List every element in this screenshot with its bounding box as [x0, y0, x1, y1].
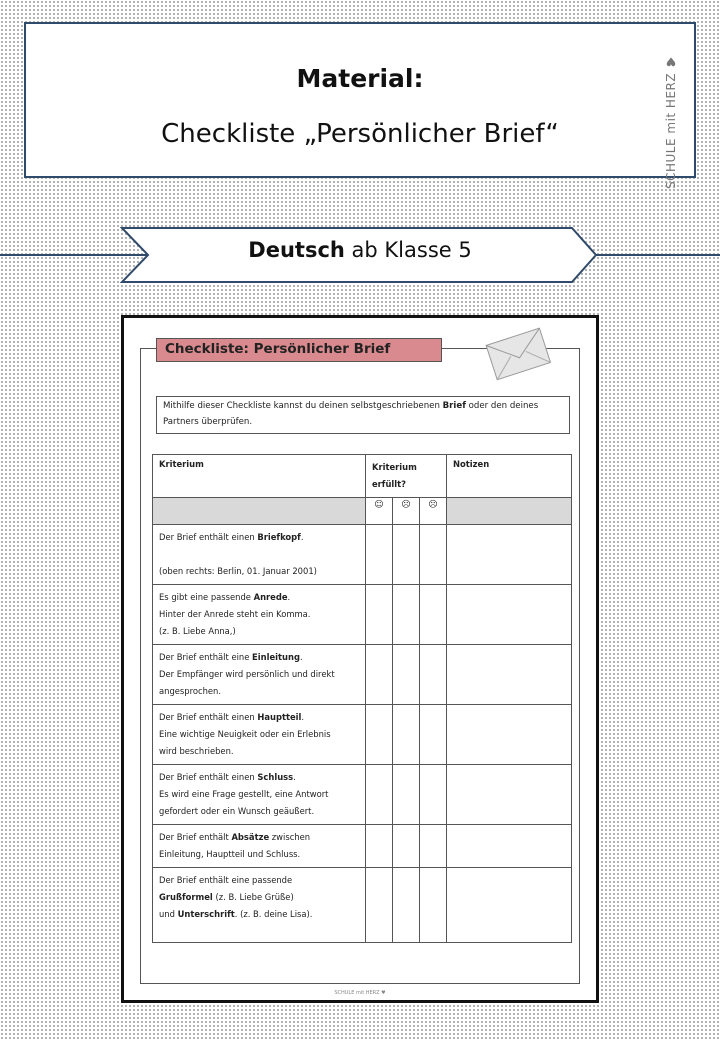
subject-label — [150, 238, 570, 262]
sheet-title: Checkliste: Persönlicher Brief — [156, 338, 442, 362]
sad-smiley-icon: ☹ — [420, 498, 447, 525]
table-row: Der Brief enthält eine Einleitung. Der Empfänger wird persönlich und direkt angesprochen. — [153, 645, 572, 705]
header-criterion: Kriterium — [153, 455, 366, 498]
check-cell[interactable] — [393, 825, 420, 868]
check-cell[interactable] — [393, 705, 420, 765]
check-cell[interactable] — [420, 645, 447, 705]
notes-cell[interactable] — [447, 705, 572, 765]
table-row: Der Brief enthält einen Schluss. Es wird eine Frage gestellt, eine Antwort gefordert oder ein Wunsch geäußert. — [153, 765, 572, 825]
table-row: Der Brief enthält einen Hauptteil. Eine wichtige Neuigkeit oder ein Erlebnis wird beschrieben. — [153, 705, 572, 765]
check-cell[interactable] — [420, 868, 447, 943]
notes-cell[interactable] — [447, 868, 572, 943]
check-cell[interactable] — [366, 525, 393, 585]
worksheet-preview — [121, 315, 599, 1003]
intro-text: Mithilfe dieser Checkliste kannst du deinen selbstgeschriebenen Brief oder den deines Partners überprüfen. — [156, 396, 570, 434]
check-cell[interactable] — [366, 825, 393, 868]
table-header-row — [153, 455, 572, 498]
notes-cell[interactable] — [447, 825, 572, 868]
check-cell[interactable] — [420, 765, 447, 825]
notes-cell[interactable] — [447, 765, 572, 825]
check-cell[interactable] — [420, 705, 447, 765]
table-row: Der Brief enthält eine passende Grußformel (z. B. Liebe Grüße) und Unterschrift. (z. B. deine Lisa). — [153, 868, 572, 943]
check-cell[interactable] — [420, 825, 447, 868]
check-cell[interactable] — [366, 765, 393, 825]
check-cell[interactable] — [366, 585, 393, 645]
table-row: Der Brief enthält Absätze zwischen Einleitung, Hauptteil und Schluss. — [153, 825, 572, 868]
happy-smiley-icon: ☺ — [366, 498, 393, 525]
check-cell[interactable] — [393, 868, 420, 943]
check-cell[interactable] — [393, 765, 420, 825]
check-cell[interactable] — [393, 585, 420, 645]
page-title: Material: — [296, 64, 424, 93]
notes-cell[interactable] — [447, 585, 572, 645]
grade-label: ab Klasse 5 — [351, 238, 472, 262]
subject-name: Deutsch — [248, 238, 345, 262]
check-cell[interactable] — [366, 868, 393, 943]
header-fulfilled: Kriterium erfüllt? — [366, 455, 447, 498]
checklist-table — [152, 454, 572, 943]
brand-watermark: SCHULE mit HERZ ♥ — [664, 54, 678, 189]
footer-brand: SCHULE mit HERZ ♥ — [334, 990, 386, 996]
envelope-icon — [482, 322, 554, 384]
check-cell[interactable] — [366, 705, 393, 765]
page-subtitle: Checkliste „Persönlicher Brief“ — [161, 119, 559, 149]
check-cell[interactable] — [420, 525, 447, 585]
smiley-row — [153, 498, 572, 525]
check-cell[interactable] — [393, 525, 420, 585]
check-cell[interactable] — [366, 645, 393, 705]
title-box — [24, 22, 696, 189]
header-notes: Notizen — [447, 455, 572, 498]
notes-cell[interactable] — [447, 525, 572, 585]
table-row: Es gibt eine passende Anrede. Hinter der Anrede steht ein Komma. (z. B. Liebe Anna,) — [153, 585, 572, 645]
check-cell[interactable] — [393, 645, 420, 705]
check-cell[interactable] — [420, 585, 447, 645]
table-row: Der Brief enthält einen Briefkopf. (oben rechts: Berlin, 01. Januar 2001) — [153, 525, 572, 585]
neutral-smiley-icon: ☹ — [393, 498, 420, 525]
notes-cell[interactable] — [447, 645, 572, 705]
